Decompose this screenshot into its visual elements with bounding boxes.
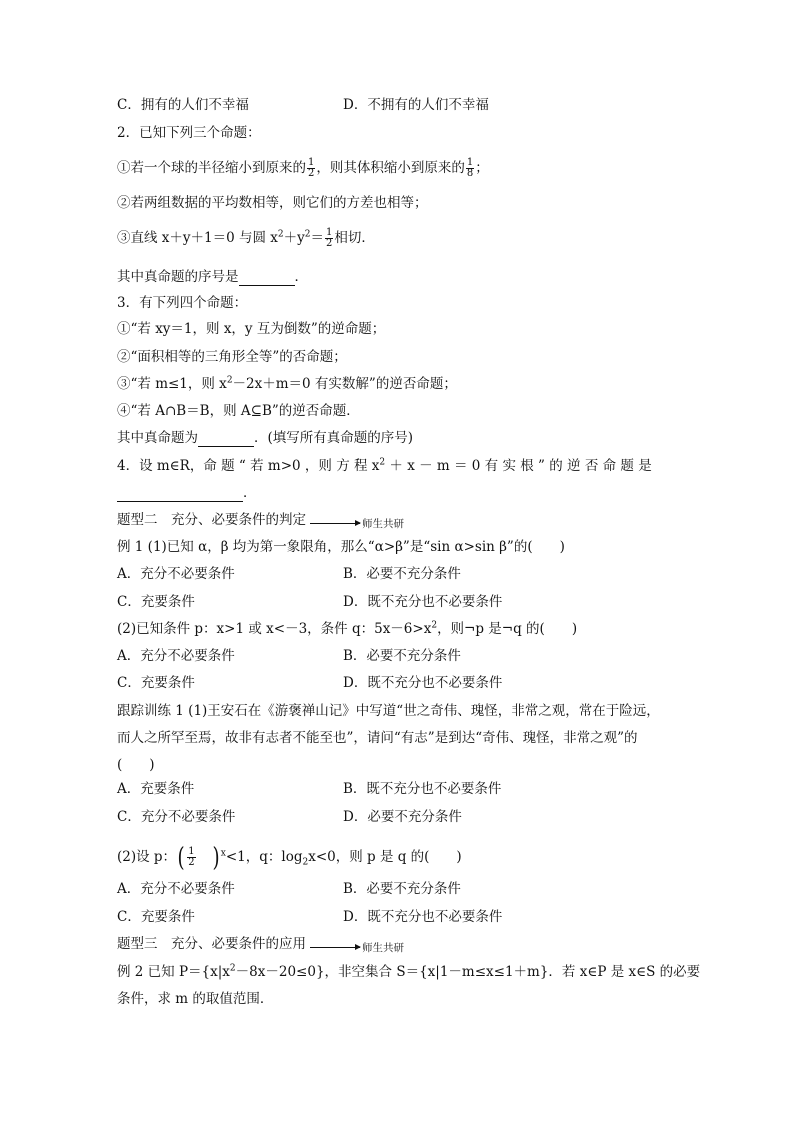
section-title: 题型二 充分、必要条件的判定: [117, 512, 306, 528]
q2-proposition-2: ②若两组数据的平均数相等，则它们的方差也相等；: [117, 195, 428, 211]
section-title: 题型三 充分、必要条件的应用: [117, 936, 306, 952]
q1-option-d: D．不拥有的人们不幸福: [343, 97, 489, 113]
example2-line-1: 例 2 已知 $P=\{x|x^2-8x-20\le 0\}$，非空集合 S＝{x|1－m≤x≤1＋m}．若 x∈P 是 x∈S 的必要: [117, 963, 701, 980]
q2-question: 其中真命题的序号是 ．: [117, 269, 308, 285]
example2-line-2: 条件，求 m 的取值范围．: [117, 991, 274, 1007]
training1-1-line-3: ( ): [117, 757, 155, 773]
training1-1-option-a[interactable]: A．充要条件: [117, 781, 195, 797]
q4-line-1: 4．设 m∈R，命 题 “ 若 m>0 ，则 方 程 $x^2 + x - m = 0$ 有 实 根 ” 的 逆 否 命 题 是: [117, 457, 652, 474]
tag-badge: 师生共研: [310, 939, 404, 957]
example1-2-option-a[interactable]: A．充分不必要条件: [117, 648, 235, 664]
example1-2-stem: (2)已知条件 p：x>1 或 x<－3，条件 q：$5x-6>x^2$，则¬p 是¬q 的( ): [117, 620, 578, 637]
arrow-icon: [310, 947, 360, 948]
type2-heading: [117, 511, 404, 533]
q3-question: 其中真命题为 ．(填写所有真命题的序号): [117, 430, 414, 446]
training1-1-option-c[interactable]: C．充分不必要条件: [117, 809, 236, 825]
training1-2-option-c[interactable]: C．充要条件: [117, 909, 195, 925]
training1-2-option-d[interactable]: D．既不充分也不必要条件: [343, 909, 503, 925]
fraction: $\frac{1}{2}$: [326, 227, 333, 249]
answer-blank[interactable]: [117, 487, 243, 502]
training1-1-option-d[interactable]: D．必要不充分条件: [343, 809, 462, 825]
training1-1-line-2: 而人之所罕至焉，故非有志者不能至也”，请问“有志”是到达“奇伟、瑰怪，非常之观”的: [117, 730, 638, 746]
q1-option-c: C．拥有的人们不幸福: [117, 97, 249, 113]
q3-proposition-4: ④“若 A∩B＝B，则 A⊆B”的逆否命题．: [117, 403, 360, 419]
example1-1-stem: 例 1 (1)已知 α，β 均为第一象限角，那么“α>β”是“sin α>sin β”的( ): [117, 539, 565, 555]
q2-proposition-1: ①若一个球的半径缩小到原来的 $\frac{1}{2}$ ，则其体积缩小到原来的 $\frac{1}{8}$ ；: [117, 157, 489, 179]
example1-2-option-d[interactable]: D．既不充分也不必要条件: [343, 675, 503, 691]
q3-proposition-3: ③“若 m≤1，则 $x^2-2x+m=0$ 有实数解”的逆否命题；: [117, 375, 457, 392]
training1-1-line-1: 跟踪训练 1 (1)王安石在《游褒禅山记》中写道“世之奇伟、瑰怪，非常之观，常在于险远，: [117, 703, 660, 719]
answer-blank[interactable]: [239, 271, 295, 286]
answer-blank[interactable]: [198, 432, 254, 447]
q3-title: 3．有下列四个命题：: [117, 295, 248, 311]
example1-2-option-c[interactable]: C．充要条件: [117, 675, 195, 691]
example1-1-option-c[interactable]: C．充要条件: [117, 594, 195, 610]
arrow-icon: [310, 523, 360, 524]
fraction: $\frac{1}{8}$: [466, 157, 474, 179]
q4-line-2: ．: [117, 484, 257, 502]
q3-proposition-1: ①“若 xy＝1，则 x，y 互为倒数”的逆命题；: [117, 321, 386, 337]
training1-2-option-b[interactable]: B．必要不充分条件: [343, 881, 461, 897]
tag-badge: 师生共研: [310, 515, 404, 533]
q2-proposition-3: ③直线 x＋y＋1＝0 与圆 $x^2+y^2=$ $\frac{1}{2}$ 相切．: [117, 227, 375, 249]
fraction: $\frac{1}{2}$: [308, 157, 315, 179]
training1-1-option-b[interactable]: B．既不充分也不必要条件: [343, 781, 502, 797]
example1-1-option-d[interactable]: D．既不充分也不必要条件: [343, 594, 503, 610]
training1-2-stem: (2)设 p：( $\frac{1}{2}$ ) $^x$<1，q：$\log_2x<0$，则 p 是 q 的( ): [117, 842, 462, 873]
type3-heading: [117, 935, 404, 957]
example1-1-option-a[interactable]: A．充分不必要条件: [117, 566, 235, 582]
training1-2-option-a[interactable]: A．充分不必要条件: [117, 881, 235, 897]
q3-proposition-2: ②“面积相等的三角形全等”的否命题；: [117, 349, 347, 365]
example1-1-option-b[interactable]: B．必要不充分条件: [343, 566, 461, 582]
fraction: $\frac{1}{2}$: [188, 846, 195, 868]
q2-title: 2．已知下列三个命题：: [117, 125, 261, 141]
example1-2-option-b[interactable]: B．必要不充分条件: [343, 648, 461, 664]
